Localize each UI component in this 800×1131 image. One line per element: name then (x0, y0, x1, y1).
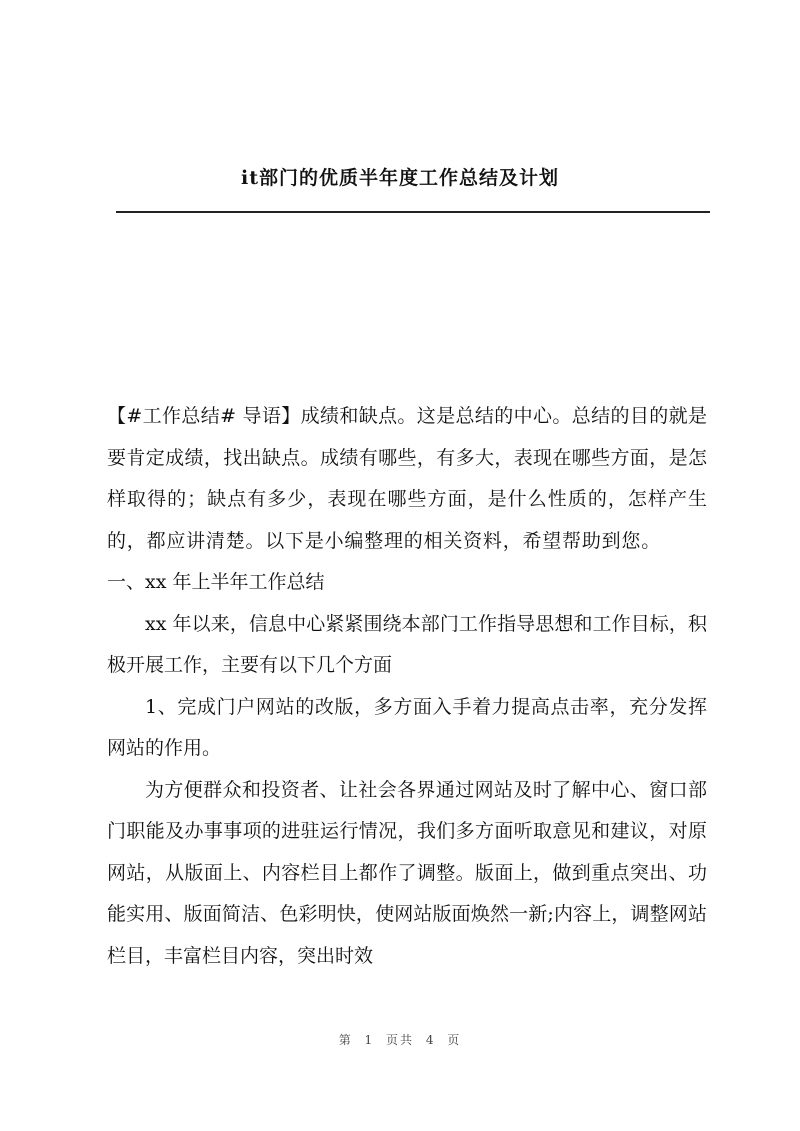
paragraph-1: xx 年以来，信息中心紧紧围绕本部门工作指导思想和工作目标，积极开展工作，主要有以下几个方面 (107, 612, 707, 676)
title-divider (116, 211, 710, 213)
paragraph-3: 为方便群众和投资者、让社会各界通过网站及时了解中心、窗口部门职能及办事事项的进驻运行情况，我们多方面听取意见和建议，对原网站，从版面上、内容栏目上都作了调整。版面上，做到重点突出、功能实用、版面简洁、色彩明快，使网站版面焕然一新;内容上，调整网站栏目，丰富栏目内容，突出时效 (107, 778, 707, 967)
intro-text: 【#工作总结# 导语】成绩和缺点。这是总结的中心。总结的目的就是要肯定成绩，找出缺点。成绩有哪些，有多大，表现在哪些方面，是怎样取得的；缺点有多少，表现在哪些方面，是什么性质的，怎样产生的，都应讲清楚。以下是小编整理的相关资料，希望帮助到您。 (107, 405, 707, 552)
document-title: it部门的优质半年度工作总结及计划 (241, 167, 559, 189)
page-footer: 第 1 页共 4 页 (338, 1033, 462, 1047)
section-heading: 一、xx 年上半年工作总结 (107, 571, 325, 593)
paragraph-2: 1、完成门户网站的改版，多方面入手着力提高点击率，充分发挥网站的作用。 (107, 695, 707, 759)
intro-paragraph (107, 396, 707, 604)
document-body (107, 396, 707, 977)
